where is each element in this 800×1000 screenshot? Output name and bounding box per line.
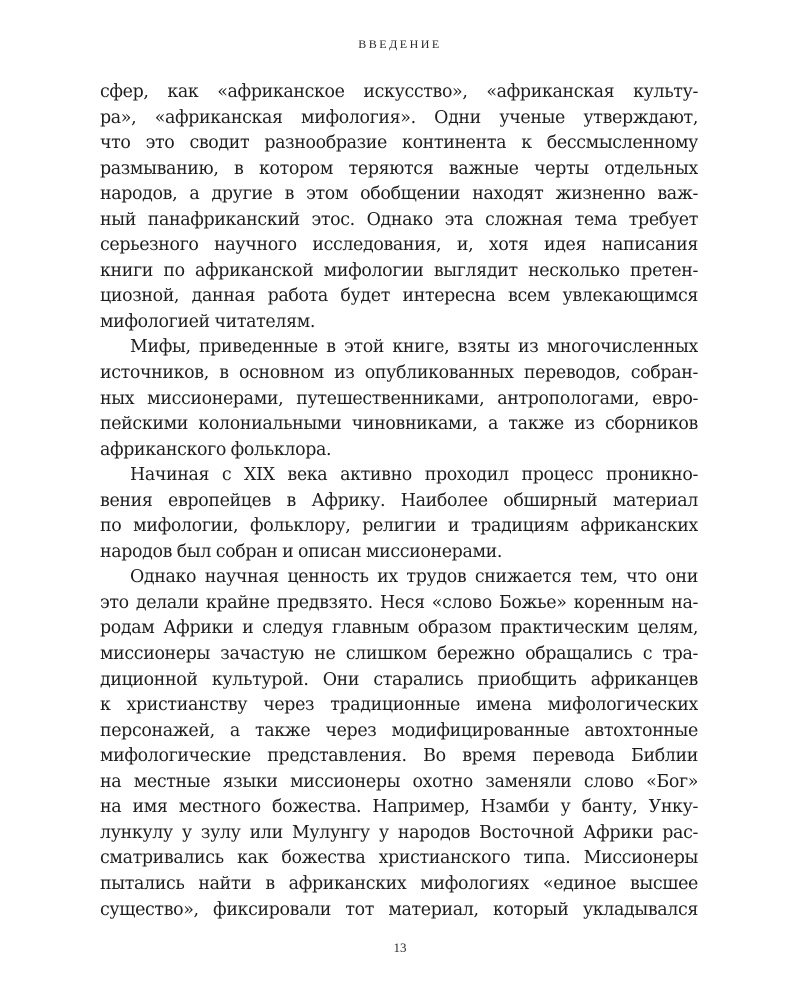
text-line: миссионеры зачастую не слишком бережно обращались с тра- (100, 644, 698, 665)
paragraph (100, 335, 698, 463)
text-line: Начиная с XIX века активно проходил процесс проникно- (130, 465, 698, 486)
paragraph (100, 565, 698, 923)
text-line: вения европейцев в Африку. Наиболее обширный материал (100, 490, 698, 511)
text-line: на местные языки миссионеры охотно заменяли слово «Бог» (100, 771, 698, 792)
text-line: существо», фиксировали тот материал, который укладывался (100, 899, 698, 920)
text-line: Мифы, приведенные в этой книге, взяты из многочисленных (130, 337, 698, 358)
paragraph (100, 463, 698, 565)
paragraph (100, 80, 698, 335)
text-line: ра», «африканская мифология». Одни ученые утверждают, (100, 107, 698, 128)
text-line: это делали крайне предвзято. Неся «слово Божье» коренным на- (100, 592, 698, 613)
text-line: народов, а другие в этом обобщении находят жизненно важ- (100, 184, 698, 205)
text-line: диционной культурой. Они старались приобщить африканцев (100, 669, 698, 690)
text-line: ный панафриканский этос. Однако эта сложная тема требует (100, 209, 698, 230)
text-line: сфер, как «африканское искусство», «африканская культу- (100, 82, 698, 102)
text-line: Однако научная ценность их трудов снижается тем, что они (130, 567, 698, 588)
text-line: народов был собран и описан миссионерами. (100, 541, 503, 562)
text-line: родам Африки и следуя главным образом практическим целям, (100, 618, 698, 639)
text-line: циозной, данная работа будет интересна всем увлекающимся (100, 286, 698, 307)
text-line: мифологические представления. Во время перевода Библии (100, 746, 698, 767)
text-line: что это сводит разнообразие континента к бессмысленному (100, 133, 698, 154)
text-line: персонажей, а также через модифицированные автохтонные (100, 720, 698, 741)
text-line: источников, в основном из опубликованных переводов, собран- (100, 363, 698, 384)
main-text (100, 80, 698, 923)
text-line: серьезного научного исследования, и, хотя идея написания (100, 235, 698, 256)
text-line: пейскими колониальными чиновниками, а также из сборников (100, 414, 698, 435)
page-number: 13 (393, 940, 407, 955)
text-line: пытались найти в африканских мифологиях «единое высшее (100, 873, 698, 894)
text-line: лункулу у зулу или Мулунгу у народов Восточной Африки рас- (100, 822, 698, 843)
text-line: книги по африканской мифологии выглядит несколько претен- (100, 260, 698, 281)
text-line: к христианству через традиционные имена мифологических (100, 695, 698, 716)
text-line: по мифологии, фольклору, религии и традициям африканских (100, 516, 698, 537)
running-head: ВВЕДЕНИЕ (358, 37, 442, 51)
text-line: ных миссионерами, путешественниками, антропологами, евро- (100, 388, 698, 409)
text-line: африканского фольклора. (100, 439, 332, 460)
text-line: размыванию, в котором теряются важные черты отдельных (100, 158, 698, 179)
text-line: сматривались как божества христианского типа. Миссионеры (100, 848, 698, 869)
text-line: на имя местного божества. Например, Нзамби у банту, Унку- (100, 797, 698, 818)
text-line: мифологией читателям. (100, 311, 316, 332)
